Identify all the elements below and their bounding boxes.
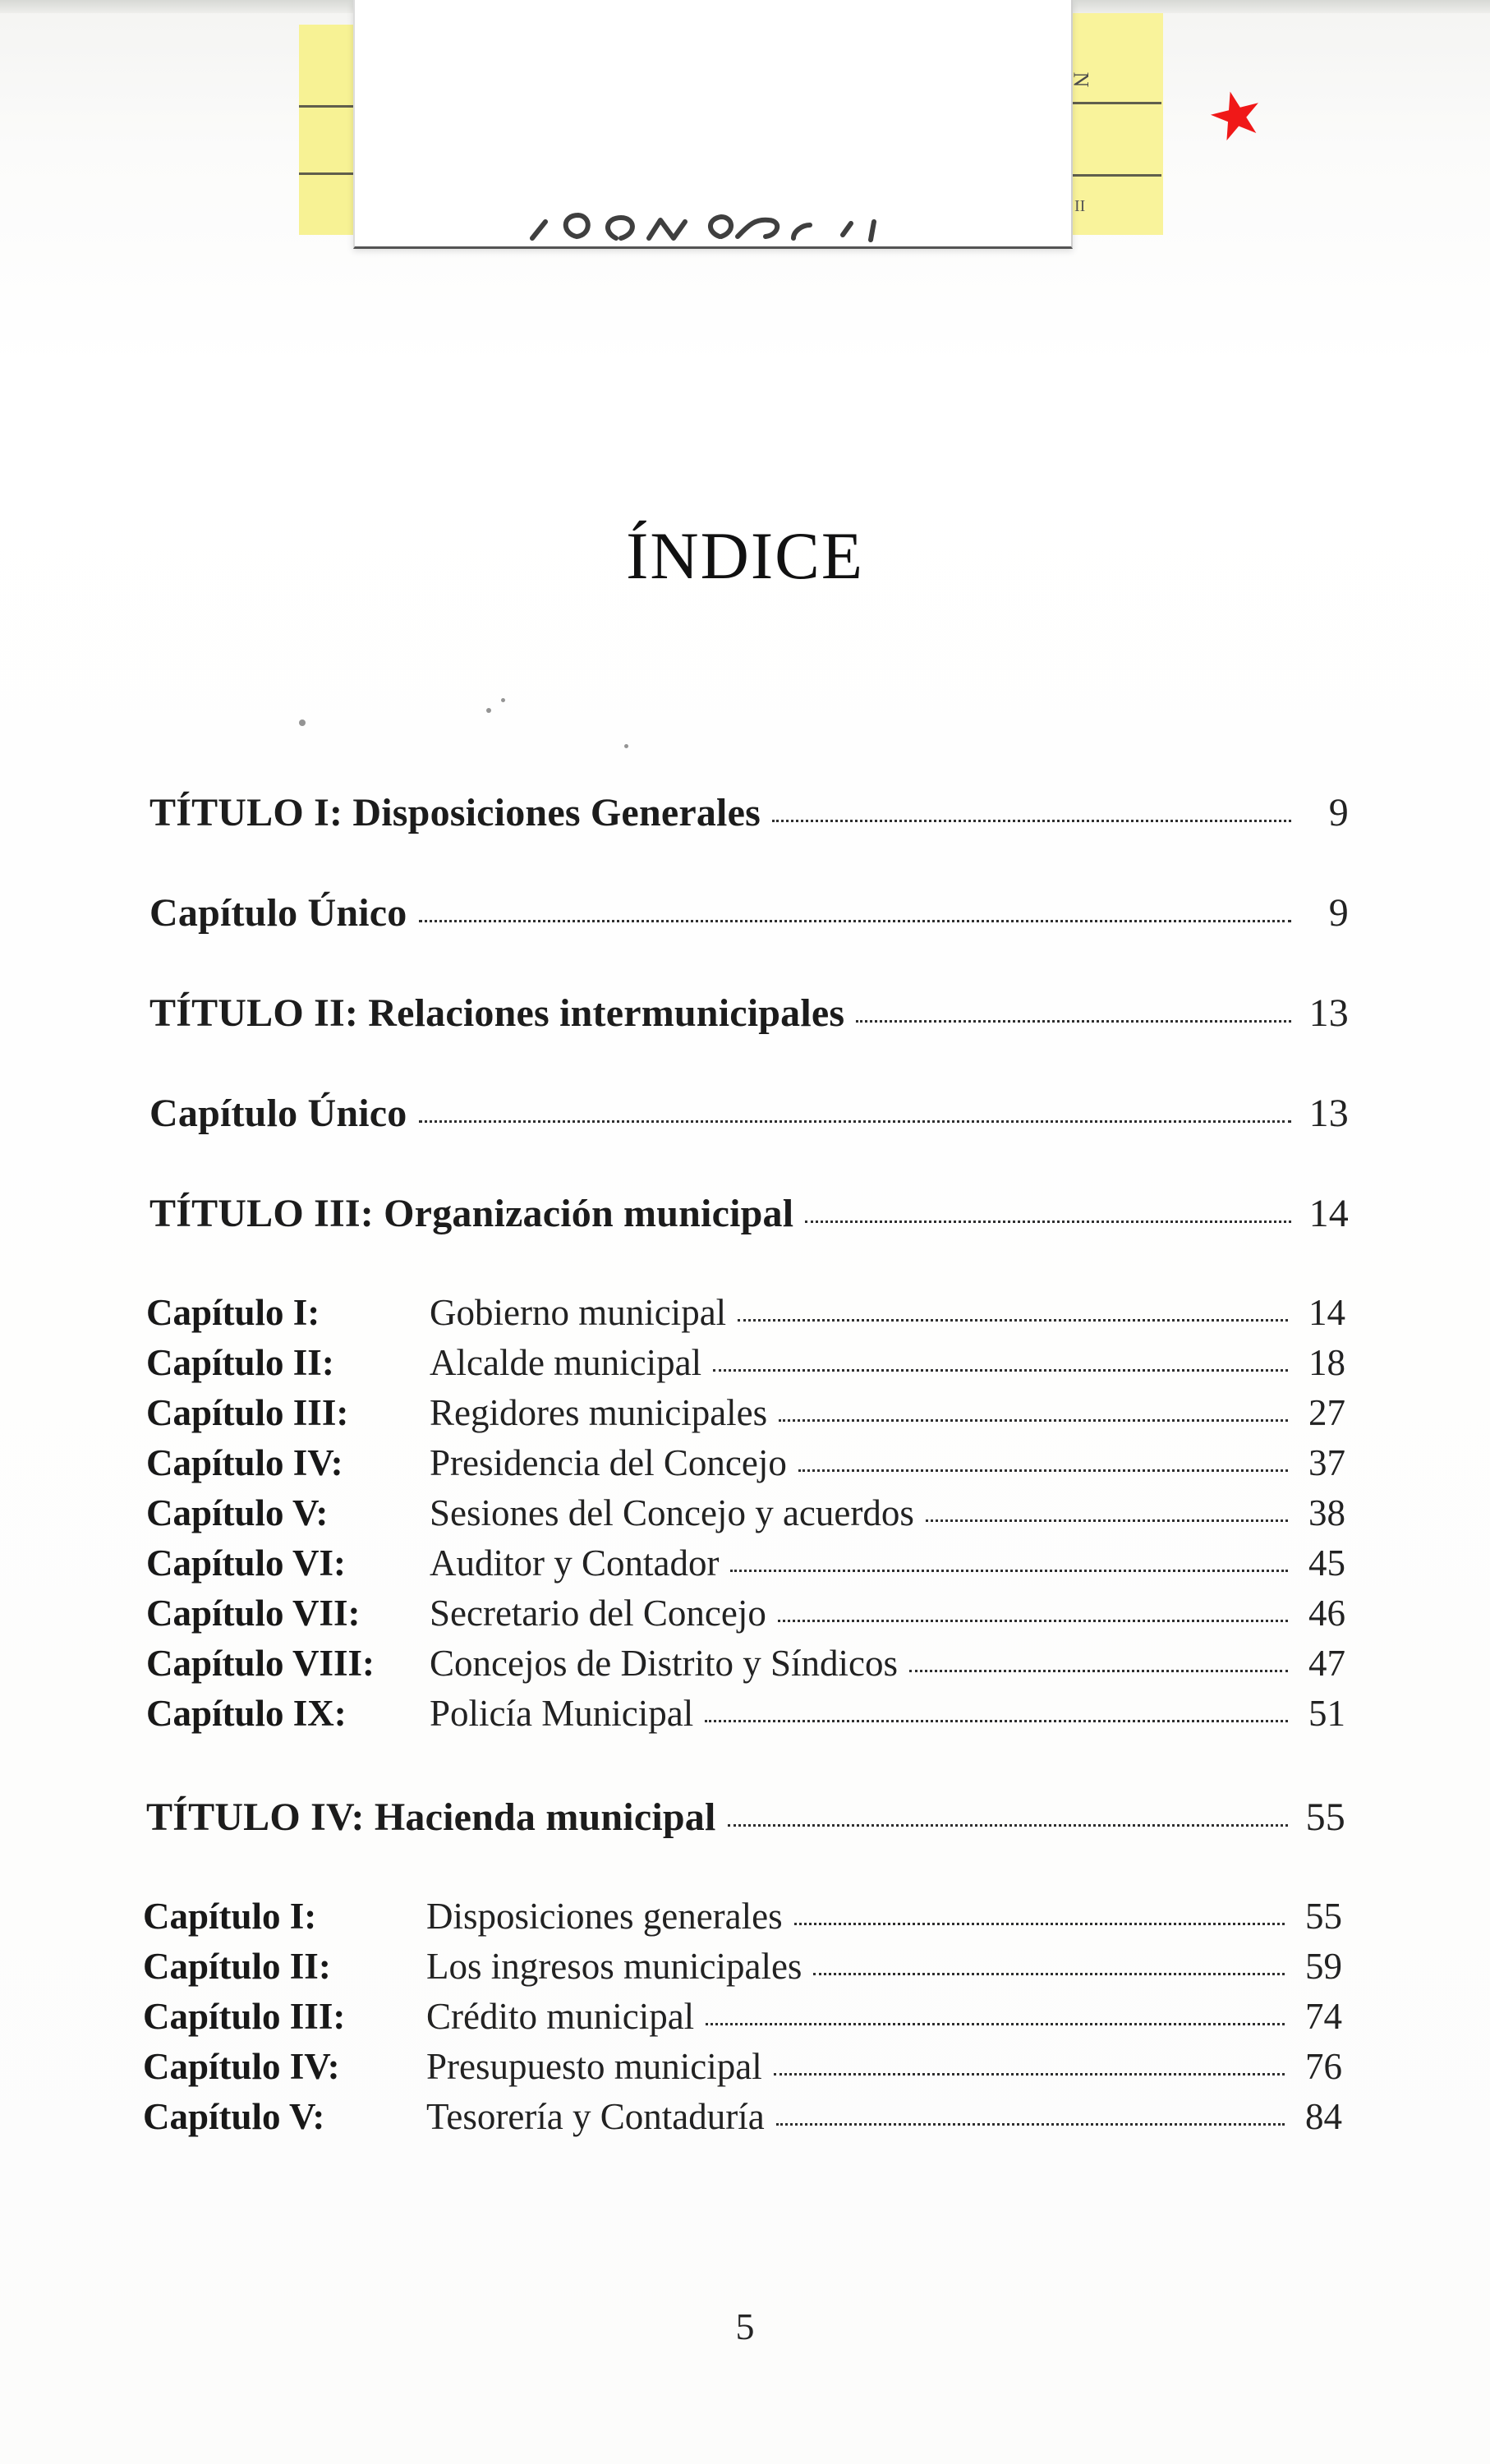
toc-entry-label: Capítulo Único xyxy=(149,1092,407,1135)
left-tab-line-2 xyxy=(299,172,358,175)
toc-leader xyxy=(713,1369,1288,1372)
chapter-label: Capítulo IV: xyxy=(143,2046,340,2087)
page-number: 5 xyxy=(735,2305,755,2347)
left-yellow-tab xyxy=(299,25,360,235)
chapter-title: Crédito municipal xyxy=(426,1996,695,2037)
toc-entry-label: TÍTULO II: Relaciones intermunicipales xyxy=(149,991,845,1035)
toc-leader xyxy=(778,1620,1288,1622)
page-speck-3 xyxy=(501,698,505,702)
right-tab-line-2 xyxy=(1068,174,1161,177)
chapter-label: Capítulo IX: xyxy=(146,1693,347,1734)
red-star-icon: ★ xyxy=(1199,73,1273,158)
chapter-label: Capítulo VII: xyxy=(146,1593,361,1634)
toc-leader xyxy=(813,1973,1285,1975)
toc-chapter-iv-4[interactable] xyxy=(143,2045,1342,2088)
toc-chapter-iii-1[interactable] xyxy=(146,1291,1345,1334)
chapter-title: Sesiones del Concejo y acuerdos xyxy=(430,1492,914,1533)
page-speck-2 xyxy=(486,708,491,713)
toc-entry-title-i[interactable] xyxy=(149,790,1349,835)
toc-entry-label: TÍTULO I: Disposiciones Generales xyxy=(149,791,761,834)
toc-page-number: 46 xyxy=(1308,1593,1345,1634)
toc-page-number: 37 xyxy=(1308,1442,1345,1483)
toc-page-number: 9 xyxy=(1328,891,1349,935)
chapter-title: Gobierno municipal xyxy=(430,1292,727,1333)
handwritten-label-number xyxy=(517,189,945,255)
toc-chapter-iii-9[interactable] xyxy=(146,1692,1345,1735)
chapter-title: Regidores municipales xyxy=(430,1392,768,1433)
toc-page-number: 13 xyxy=(1308,1092,1349,1135)
toc-page-number: 18 xyxy=(1308,1342,1345,1383)
chapter-title: Presupuesto municipal xyxy=(426,2046,762,2087)
toc-chapter-iv-1[interactable] xyxy=(143,1895,1342,1938)
toc-page-number: 9 xyxy=(1328,791,1349,834)
toc-page-number: 14 xyxy=(1308,1292,1345,1333)
chapter-title: Alcalde municipal xyxy=(430,1342,702,1383)
toc-page-number: 59 xyxy=(1305,1946,1342,1987)
chapter-label: Capítulo II: xyxy=(146,1342,334,1383)
toc-chapter-iii-3[interactable] xyxy=(146,1391,1345,1434)
toc-leader xyxy=(805,1221,1291,1223)
index-title: ÍNDICE xyxy=(626,518,864,593)
toc-leader xyxy=(798,1469,1288,1472)
toc-leader xyxy=(730,1570,1288,1572)
toc-page-number: 76 xyxy=(1305,2046,1342,2087)
toc-chapter-iii-7[interactable] xyxy=(146,1592,1345,1634)
toc-leader xyxy=(419,920,1291,922)
chapter-label: Capítulo V: xyxy=(143,2096,325,2137)
chapter-label: Capítulo IV: xyxy=(146,1442,343,1483)
toc-leader xyxy=(772,820,1291,822)
toc-page-number: 84 xyxy=(1305,2096,1342,2137)
label-small-mark: II xyxy=(1074,197,1086,215)
toc-page-number: 51 xyxy=(1308,1693,1345,1734)
toc-entry-title-ii[interactable] xyxy=(149,991,1349,1036)
toc-chapter-iii-6[interactable] xyxy=(146,1542,1345,1584)
toc-page-number: 27 xyxy=(1308,1392,1345,1433)
chapter-title: Disposiciones generales xyxy=(426,1896,783,1937)
toc-chapter-iv-3[interactable] xyxy=(143,1995,1342,2038)
toc-leader xyxy=(419,1120,1291,1123)
toc-chapter-iii-8[interactable] xyxy=(146,1642,1345,1685)
chapter-title: Secretario del Concejo xyxy=(430,1593,766,1634)
toc-leader xyxy=(794,1923,1285,1925)
toc-leader xyxy=(706,2023,1285,2025)
chapter-title: Los ingresos municipales xyxy=(426,1946,802,1987)
toc-leader xyxy=(856,1020,1291,1023)
chapter-label: Capítulo III: xyxy=(146,1392,349,1433)
toc-entry-capitulo-unico-1[interactable] xyxy=(149,890,1349,935)
chapter-label: Capítulo I: xyxy=(146,1292,320,1333)
toc-page-number: 13 xyxy=(1308,991,1349,1035)
toc-entry-title-iii[interactable] xyxy=(149,1191,1349,1236)
chapter-label: Capítulo II: xyxy=(143,1946,331,1987)
toc-chapter-iv-5[interactable] xyxy=(143,2095,1342,2138)
chapter-title: Tesorería y Contaduría xyxy=(426,2096,765,2137)
toc-chapter-iii-2[interactable] xyxy=(146,1341,1345,1384)
chapter-title: Auditor y Contador xyxy=(430,1542,720,1584)
toc-entry-capitulo-unico-2[interactable] xyxy=(149,1091,1349,1136)
page-speck-4 xyxy=(624,744,628,748)
toc-entry-title-iv[interactable] xyxy=(146,1795,1345,1840)
toc-chapter-iv-2[interactable] xyxy=(143,1945,1342,1988)
toc-leader xyxy=(774,2073,1285,2076)
chapter-label: Capítulo VIII: xyxy=(146,1643,375,1684)
toc-page-number: 74 xyxy=(1305,1996,1342,2037)
chapter-label: Capítulo I: xyxy=(143,1896,317,1937)
toc-leader xyxy=(776,2123,1285,2126)
toc-page-number: 45 xyxy=(1308,1542,1345,1584)
toc-page-number: 55 xyxy=(1305,1795,1345,1839)
toc-page-number: 38 xyxy=(1308,1492,1345,1533)
left-tab-line-1 xyxy=(299,105,358,108)
right-tab-line-1 xyxy=(1068,102,1161,104)
chapter-title: Policía Municipal xyxy=(430,1693,694,1734)
toc-chapter-iii-4[interactable] xyxy=(146,1441,1345,1484)
toc-entry-label: TÍTULO IV: Hacienda municipal xyxy=(146,1795,716,1839)
toc-page-number: 55 xyxy=(1305,1896,1342,1937)
chapter-label: Capítulo V: xyxy=(146,1492,329,1533)
toc-page-number: 47 xyxy=(1308,1643,1345,1684)
chapter-label: Capítulo VI: xyxy=(146,1542,346,1584)
chapter-title: Concejos de Distrito y Síndicos xyxy=(430,1643,898,1684)
toc-chapter-iii-5[interactable] xyxy=(146,1492,1345,1534)
chapter-label: Capítulo III: xyxy=(143,1996,346,2037)
toc-leader xyxy=(705,1720,1288,1722)
toc-leader xyxy=(926,1519,1288,1522)
toc-leader xyxy=(738,1319,1288,1322)
toc-leader xyxy=(779,1419,1288,1422)
toc-entry-label: Capítulo Único xyxy=(149,891,407,935)
toc-leader xyxy=(728,1824,1288,1827)
chapter-title: Presidencia del Concejo xyxy=(430,1442,787,1483)
toc-page-number: 14 xyxy=(1308,1192,1349,1235)
label-side-mark: N xyxy=(1069,71,1093,88)
page-speck-1 xyxy=(299,719,306,726)
toc-entry-label: TÍTULO III: Organización municipal xyxy=(149,1192,794,1235)
toc-leader xyxy=(909,1670,1288,1672)
